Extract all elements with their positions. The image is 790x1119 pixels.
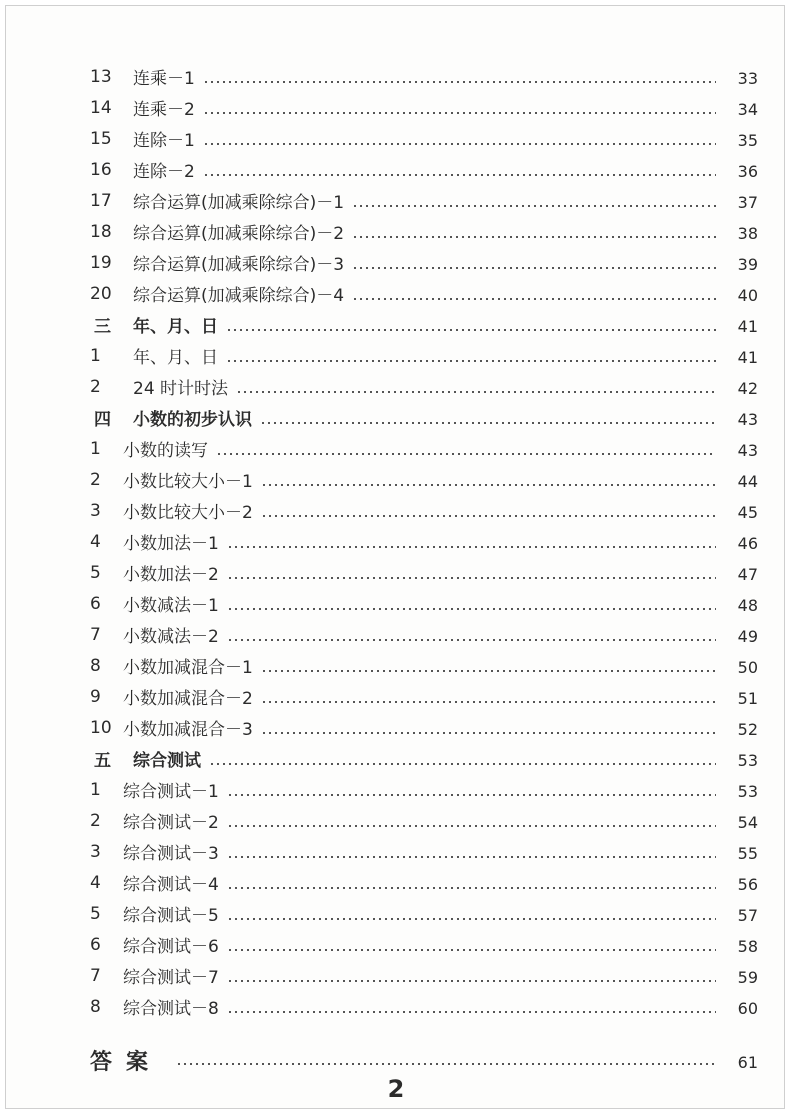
answers-title: 答案 <box>90 1050 163 1075</box>
toc-entry-number: 18 <box>90 221 112 242</box>
toc-entry-page: 51 <box>737 689 758 708</box>
toc-entry-title: 小数加法－1 <box>123 534 219 554</box>
toc-entry-title: 综合测试－7 <box>123 968 219 988</box>
toc-entry-number: 8 <box>90 996 101 1017</box>
toc-entry-number: 7 <box>90 624 101 645</box>
leader-dots <box>261 670 716 672</box>
toc-entry-page: 50 <box>737 658 758 677</box>
toc-entry-number: 13 <box>90 66 112 87</box>
toc-entry-page: 44 <box>737 472 758 491</box>
toc-answers-row <box>6 1043 786 1079</box>
toc-entry-title: 综合运算(加减乘除综合)－4 <box>133 286 345 306</box>
leader-dots <box>176 1063 716 1065</box>
toc-entry-page: 43 <box>737 410 758 429</box>
toc-entry-number: 6 <box>90 593 101 614</box>
toc-entry-number: 1 <box>90 779 101 800</box>
leader-dots <box>227 949 716 951</box>
toc-entry-page: 59 <box>737 968 758 987</box>
toc-entry-title: 综合运算(加减乘除综合)－3 <box>133 255 345 275</box>
toc-entry-title: 综合运算(加减乘除综合)－1 <box>133 193 345 213</box>
toc-entry-page: 40 <box>737 286 758 305</box>
toc-entry-row <box>6 464 786 495</box>
leader-dots <box>227 577 716 579</box>
toc-entry-number: 1 <box>90 345 101 366</box>
answers-page: 61 <box>737 1053 758 1072</box>
toc-entry-number: 9 <box>90 686 101 707</box>
toc-entry-title: 连乘－2 <box>133 100 195 120</box>
toc-entry-title: 综合测试－1 <box>123 782 219 802</box>
toc-entry-title: 综合测试－3 <box>123 844 219 864</box>
toc-entry-number: 4 <box>90 872 101 893</box>
toc-entry-row <box>6 805 786 836</box>
toc-entry-title: 综合测试－4 <box>123 875 219 895</box>
toc-entry-page: 37 <box>737 193 758 212</box>
toc-entry-page: 52 <box>737 720 758 739</box>
leader-dots <box>352 236 716 238</box>
toc-entry-title: 连除－2 <box>133 162 195 182</box>
toc-entry-title: 小数的读写 <box>123 441 208 461</box>
toc-entry-number: 3 <box>90 841 101 862</box>
leader-dots <box>227 639 716 641</box>
toc-entry-title: 小数比较大小－2 <box>123 503 253 523</box>
toc-section-row <box>6 402 786 433</box>
toc-entry-page: 55 <box>737 844 758 863</box>
page-number: 2 <box>387 1075 405 1103</box>
toc-entry-title: 年、月、日 <box>133 317 218 337</box>
leader-dots <box>352 298 716 300</box>
toc-entry-page: 38 <box>737 224 758 243</box>
toc-entry-title: 综合测试－8 <box>123 999 219 1019</box>
toc-entry-row <box>6 526 786 557</box>
toc-entry-row <box>6 650 786 681</box>
toc-entry-row <box>6 774 786 805</box>
toc-entry-number: 14 <box>90 97 112 118</box>
leader-dots <box>261 701 716 703</box>
toc-entry-page: 36 <box>737 162 758 181</box>
toc-entry-page: 53 <box>737 751 758 770</box>
toc-entry-page: 33 <box>737 69 758 88</box>
toc-entry-page: 49 <box>737 627 758 646</box>
table-of-contents <box>6 61 786 1022</box>
toc-entry-row <box>6 247 786 278</box>
toc-entry-title: 综合测试 <box>133 751 201 771</box>
toc-entry-number: 五 <box>94 751 111 771</box>
leader-dots <box>352 267 716 269</box>
leader-dots <box>227 1011 716 1013</box>
toc-entry-row <box>6 557 786 588</box>
toc-entry-title: 小数加减混合－2 <box>123 689 253 709</box>
toc-entry-row <box>6 495 786 526</box>
toc-entry-number: 2 <box>90 810 101 831</box>
leader-dots <box>261 515 716 517</box>
toc-entry-number: 20 <box>90 283 112 304</box>
toc-entry-row <box>6 619 786 650</box>
leader-dots <box>203 81 716 83</box>
toc-entry-page: 43 <box>737 441 758 460</box>
toc-entry-number: 2 <box>90 376 101 397</box>
toc-entry-title: 综合运算(加减乘除综合)－2 <box>133 224 345 244</box>
leader-dots <box>227 794 716 796</box>
toc-entry-title: 年、月、日 <box>133 348 218 368</box>
toc-entry-number: 3 <box>90 500 101 521</box>
toc-entry-row <box>6 712 786 743</box>
toc-entry-number: 16 <box>90 159 112 180</box>
toc-entry-title: 小数减法－1 <box>123 596 219 616</box>
leader-dots <box>227 546 716 548</box>
toc-entry-page: 42 <box>737 379 758 398</box>
toc-entry-number: 1 <box>90 438 101 459</box>
toc-entry-page: 39 <box>737 255 758 274</box>
toc-entry-page: 56 <box>737 875 758 894</box>
toc-entry-page: 45 <box>737 503 758 522</box>
toc-entry-number: 4 <box>90 531 101 552</box>
leader-dots <box>236 391 716 393</box>
leader-dots <box>261 732 716 734</box>
toc-entry-page: 58 <box>737 937 758 956</box>
toc-entry-number: 19 <box>90 252 112 273</box>
toc-entry-row <box>6 991 786 1022</box>
toc-entry-row <box>6 433 786 464</box>
toc-entry-row <box>6 681 786 712</box>
toc-entry-number: 10 <box>90 717 112 738</box>
toc-entry-row <box>6 92 786 123</box>
toc-entry-row <box>6 123 786 154</box>
toc-entry-number: 15 <box>90 128 112 149</box>
leader-dots <box>227 918 716 920</box>
toc-entry-title: 连乘－1 <box>133 69 195 89</box>
toc-entry-title: 小数加减混合－3 <box>123 720 253 740</box>
leader-dots <box>209 763 716 765</box>
toc-entry-number: 三 <box>94 317 111 337</box>
toc-entry-page: 47 <box>737 565 758 584</box>
toc-section-row <box>6 743 786 774</box>
toc-entry-title: 小数加法－2 <box>123 565 219 585</box>
toc-entry-row <box>6 836 786 867</box>
toc-entry-page: 48 <box>737 596 758 615</box>
toc-entry-page: 54 <box>737 813 758 832</box>
toc-entry-row <box>6 898 786 929</box>
leader-dots <box>227 608 716 610</box>
toc-entry-title: 小数减法－2 <box>123 627 219 647</box>
toc-entry-row <box>6 61 786 92</box>
toc-entry-title: 小数加减混合－1 <box>123 658 253 678</box>
leader-dots <box>227 825 716 827</box>
toc-entry-page: 41 <box>737 317 758 336</box>
toc-entry-page: 60 <box>737 999 758 1018</box>
leader-dots <box>216 453 716 455</box>
toc-entry-number: 2 <box>90 469 101 490</box>
toc-entry-row <box>6 340 786 371</box>
leader-dots <box>261 484 716 486</box>
toc-entry-title: 综合测试－6 <box>123 937 219 957</box>
toc-entry-page: 46 <box>737 534 758 553</box>
leader-dots <box>352 205 716 207</box>
leader-dots <box>226 329 716 331</box>
toc-entry-title: 综合测试－2 <box>123 813 219 833</box>
leader-dots <box>260 422 716 424</box>
toc-entry-number: 四 <box>94 410 111 430</box>
toc-entry-page: 41 <box>737 348 758 367</box>
toc-entry-row <box>6 867 786 898</box>
toc-entry-row <box>6 929 786 960</box>
toc-entry-page: 34 <box>737 100 758 119</box>
toc-entry-row <box>6 278 786 309</box>
toc-entry-title: 综合测试－5 <box>123 906 219 926</box>
toc-entry-page: 57 <box>737 906 758 925</box>
toc-entry-row <box>6 588 786 619</box>
toc-entry-row <box>6 216 786 247</box>
toc-entry-page: 35 <box>737 131 758 150</box>
toc-entry-page: 53 <box>737 782 758 801</box>
leader-dots <box>227 980 716 982</box>
toc-entry-number: 6 <box>90 934 101 955</box>
toc-entry-row <box>6 960 786 991</box>
leader-dots <box>203 112 716 114</box>
toc-entry-title: 24 时计时法 <box>133 379 229 399</box>
toc-section-row <box>6 309 786 340</box>
toc-entry-row <box>6 154 786 185</box>
leader-dots <box>227 856 716 858</box>
toc-entry-number: 5 <box>90 903 101 924</box>
toc-entry-title: 小数的初步认识 <box>133 410 252 430</box>
toc-entry-number: 8 <box>90 655 101 676</box>
toc-entry-number: 7 <box>90 965 101 986</box>
document-page <box>5 5 785 1109</box>
toc-entry-row <box>6 185 786 216</box>
toc-entry-title: 小数比较大小－1 <box>123 472 253 492</box>
toc-entry-number: 17 <box>90 190 112 211</box>
leader-dots <box>203 174 716 176</box>
toc-entry-row <box>6 371 786 402</box>
toc-entry-number: 5 <box>90 562 101 583</box>
leader-dots <box>226 360 716 362</box>
leader-dots <box>227 887 716 889</box>
toc-entry-title: 连除－1 <box>133 131 195 151</box>
leader-dots <box>203 143 716 145</box>
